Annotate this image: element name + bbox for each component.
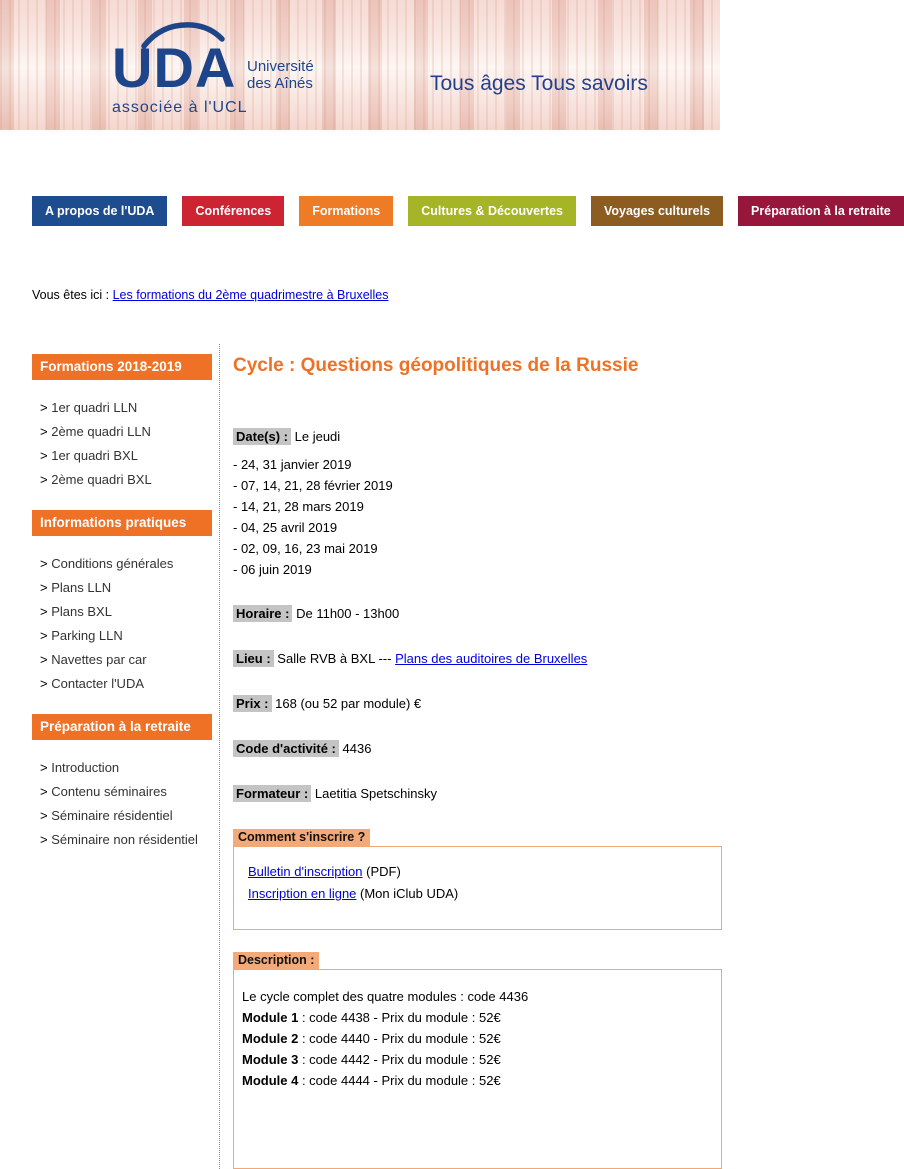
sidebar-item-seminaire-non-residentiel[interactable]: > Séminaire non résidentiel [40,832,198,847]
schedule-label: Horaire : [233,605,292,622]
module-line-3: Module 3 : code 4442 - Prix du module : 52€ [242,1052,501,1067]
sidebar-list-infos-pratiques [32,552,212,696]
breadcrumb-link[interactable]: Les formations du 2ème quadrimestre à Bruxelles [112,288,389,302]
price-value: 168 (ou 52 par module) € [275,696,422,711]
price-label: Prix : [233,695,272,712]
sidebar-item-contacter-uda[interactable]: > Contacter l'UDA [40,676,145,691]
nav-item-conferences[interactable]: Conférences [182,196,284,226]
module-line-4: Module 4 : code 4444 - Prix du module : 52€ [242,1073,501,1088]
logo-subtitle [247,58,314,92]
site-tagline: Tous âges Tous savoirs [430,72,648,95]
dates-row [233,429,720,580]
date-line: - 06 juin 2019 [233,562,312,577]
sidebar-header-preparation-retraite: Préparation à la retraite [32,714,212,740]
nav-item-voyages-culturels[interactable]: Voyages culturels [591,196,723,226]
module-line-1: Module 1 : code 4438 - Prix du module : 52€ [242,1010,501,1025]
description-box [233,969,722,1169]
bulletin-inscription-link[interactable]: Bulletin d'inscription [248,864,363,879]
sidebar-item-seminaire-residentiel[interactable]: > Séminaire résidentiel [40,808,173,823]
sidebar-item-conditions-generales[interactable]: > Conditions générales [40,556,174,571]
breadcrumb-prefix: Vous êtes ici : [32,288,110,302]
vertical-separator [219,344,220,1169]
sidebar-item-contenu-seminaires[interactable]: > Contenu séminaires [40,784,167,799]
activity-code-row [233,741,720,757]
instructor-row [233,786,720,802]
sidebar-item-parking-lln[interactable]: > Parking LLN [40,628,123,643]
date-line: - 14, 21, 28 mars 2019 [233,499,364,514]
dates-label: Date(s) : [233,428,291,445]
price-row [233,696,720,712]
schedule-value: De 11h00 - 13h00 [296,606,400,621]
location-label: Lieu : [233,650,274,667]
description-section-header: Description : [233,952,319,969]
sidebar [32,344,212,1169]
sidebar-item-navettes-par-car[interactable]: > Navettes par car [40,652,147,667]
inscription-section [233,828,720,930]
inscription-box [233,846,722,930]
sidebar-item-plans-lln[interactable]: > Plans LLN [40,580,112,595]
sidebar-item-2eme-quadri-bxl[interactable]: > 2ème quadri BXL [40,472,152,487]
nav-item-a-propos[interactable]: A propos de l'UDA [32,196,167,226]
location-row [233,651,720,667]
site-header [0,0,720,130]
sidebar-header-formations: Formations 2018-2019 [32,354,212,380]
date-line: - 24, 31 janvier 2019 [233,457,352,472]
activity-code-value: 4436 [342,741,372,756]
inscription-line-bulletin [248,861,713,883]
date-line: - 04, 25 avril 2019 [233,520,338,535]
main-content [233,344,720,1169]
sidebar-list-formations [32,396,212,492]
sidebar-item-1er-quadri-bxl[interactable]: > 1er quadri BXL [40,448,138,463]
module-line-2: Module 2 : code 4440 - Prix du module : 52€ [242,1031,501,1046]
inscription-en-ligne-suffix: (Mon iClub UDA) [356,886,459,901]
schedule-row [233,606,720,622]
main-nav [0,196,891,226]
nav-item-cultures-decouvertes[interactable]: Cultures & Découvertes [408,196,576,226]
sidebar-item-plans-bxl[interactable]: > Plans BXL [40,604,112,619]
content-area [0,344,720,1169]
bulletin-inscription-suffix: (PDF) [362,864,401,879]
description-section [233,930,720,1169]
inscription-section-header: Comment s'inscrire ? [233,829,370,846]
nav-item-formations[interactable]: Formations [299,196,393,226]
sidebar-item-introduction[interactable]: > Introduction [40,760,120,775]
date-list [233,454,720,580]
page-title: Cycle : Questions géopolitiques de la Russie [233,355,639,376]
logo-subtitle-line2: des Aînés [247,75,313,92]
inscription-line-en-ligne [248,883,713,905]
dates-value: Le jeudi [294,429,341,444]
sidebar-item-1er-quadri-lln[interactable]: > 1er quadri LLN [40,400,138,415]
logo-affiliation: associée à l'UCL [112,99,248,116]
sidebar-item-2eme-quadri-lln[interactable]: > 2ème quadri LLN [40,424,151,439]
date-line: - 02, 09, 16, 23 mai 2019 [233,541,378,556]
location-value: Salle RVB à BXL --- [277,651,392,666]
activity-code-label: Code d'activité : [233,740,339,757]
sidebar-list-preparation-retraite [32,756,212,852]
nav-item-preparation-retraite[interactable]: Préparation à la retraite [738,196,904,226]
location-plans-link[interactable]: Plans des auditoires de Bruxelles [395,651,588,666]
instructor-value: Laetitia Spetschinsky [314,786,437,801]
instructor-label: Formateur : [233,785,311,802]
date-line: - 07, 14, 21, 28 février 2019 [233,478,393,493]
breadcrumb [0,288,720,302]
logo-subtitle-line1: Université [247,58,314,75]
sidebar-header-infos-pratiques: Informations pratiques [32,510,212,536]
uda-logo[interactable]: UDA [112,36,237,99]
inscription-en-ligne-link[interactable]: Inscription en ligne [248,886,357,901]
description-intro: Le cycle complet des quatre modules : code 4436 [242,989,529,1004]
